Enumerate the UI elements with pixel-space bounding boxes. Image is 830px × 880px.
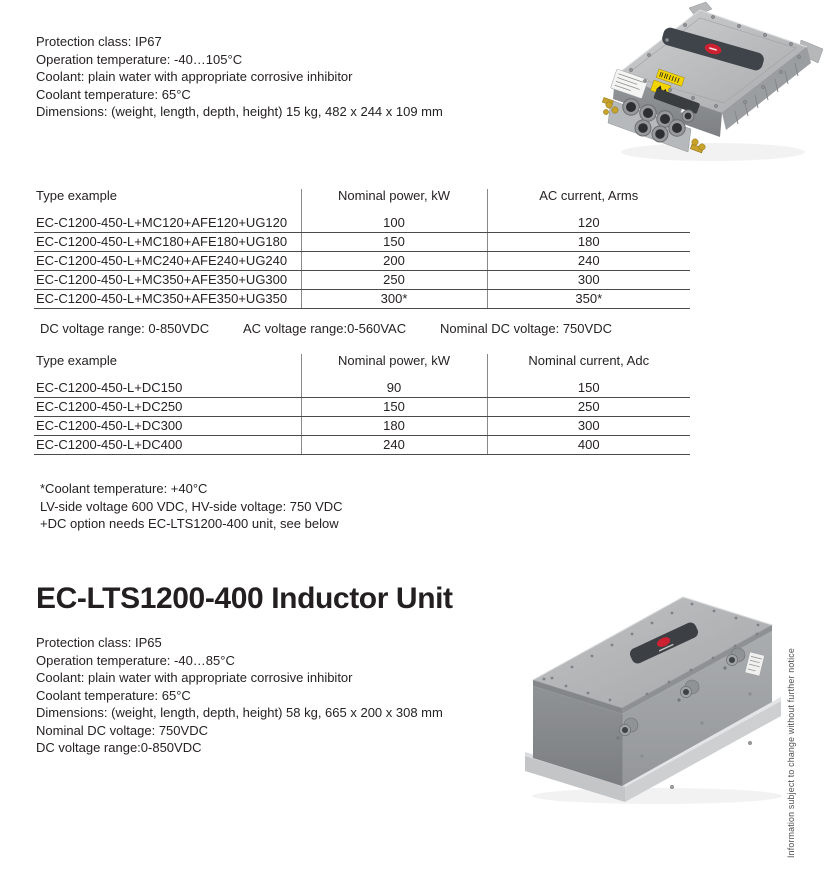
table-row xyxy=(34,213,690,232)
ac-current-cell: 240 xyxy=(487,251,690,270)
dc-ratings-table xyxy=(34,354,690,455)
ac-current-cell: 300 xyxy=(487,270,690,289)
nominal-power-cell: 100 xyxy=(301,213,487,232)
nominal-current-cell: 400 xyxy=(487,435,690,454)
inductor-product-image xyxy=(522,588,792,808)
spec-line-protection-class: Protection class: IP67 xyxy=(36,34,162,49)
nominal-current-cell: 300 xyxy=(487,416,690,435)
type-example-cell: EC-C1200-450-L+MC180+AFE180+UG180 xyxy=(34,232,301,251)
inductor-spec-block xyxy=(36,634,443,757)
type-example-cell: EC-C1200-450-L+MC240+AFE240+UG240 xyxy=(34,251,301,270)
header-nominal-power: Nominal power, kW xyxy=(301,354,487,378)
voltage-summary xyxy=(0,321,830,337)
spec-line-coolant: Coolant: plain water with appropriate corrosive inhibitor xyxy=(36,69,353,84)
table-row xyxy=(34,435,690,454)
inverter-spec-block xyxy=(36,33,443,121)
footnote-voltages: LV-side voltage 600 VDC, HV-side voltage: 750 VDC xyxy=(40,498,343,514)
type-example-cell: EC-C1200-450-L+MC350+AFE350+UG300 xyxy=(34,270,301,289)
header-type-example: Type example xyxy=(36,188,117,203)
nominal-power-cell: 200 xyxy=(301,251,487,270)
dc-voltage-range: DC voltage range: 0-850VDC xyxy=(40,321,210,336)
spec-line-coolant: Coolant: plain water with appropriate corrosive inhibitor xyxy=(36,670,353,685)
table-row xyxy=(34,289,690,308)
type-example-cell: EC-C1200-450-L+DC250 xyxy=(34,397,301,416)
inverter-product-image xyxy=(595,0,830,172)
spec-line-operation-temperature: Operation temperature: -40…85°C xyxy=(36,652,235,668)
ac-current-cell: 180 xyxy=(487,232,690,251)
spec-line-coolant-temperature: Coolant temperature: 65°C xyxy=(36,687,191,703)
header-row xyxy=(34,354,690,378)
nominal-dc-voltage: Nominal DC voltage: 750VDC xyxy=(440,321,612,336)
nominal-current-cell: 250 xyxy=(487,397,690,416)
nominal-power-cell: 90 xyxy=(301,378,487,397)
side-note: Information subject to change without further notice xyxy=(786,648,796,858)
ac-current-cell: 350* xyxy=(487,289,690,308)
spec-line-coolant-temperature: Coolant temperature: 65°C xyxy=(36,86,191,102)
nominal-power-cell: 240 xyxy=(301,435,487,454)
table-row xyxy=(34,232,690,251)
header-ac-current: AC current, Arms xyxy=(487,189,690,213)
footnote-coolant: *Coolant temperature: +40°C xyxy=(40,481,208,496)
table-row xyxy=(34,378,690,397)
header-type-example: Type example xyxy=(36,353,117,368)
ac-ratings-table xyxy=(34,189,690,309)
table-row xyxy=(34,397,690,416)
type-example-cell: EC-C1200-450-L+DC400 xyxy=(34,435,301,454)
spec-line-nominal-dc-voltage: Nominal DC voltage: 750VDC xyxy=(36,722,208,738)
spec-line-dimensions: Dimensions: (weight, length, depth, height) 15 kg, 482 x 244 x 109 mm xyxy=(36,104,443,119)
inductor-section-title: EC-LTS1200-400 Inductor Unit xyxy=(36,582,453,615)
nominal-power-cell: 300* xyxy=(301,289,487,308)
nominal-power-cell: 150 xyxy=(301,232,487,251)
nominal-power-cell: 150 xyxy=(301,397,487,416)
table-row xyxy=(34,270,690,289)
type-example-cell: EC-C1200-450-L+DC150 xyxy=(34,378,301,397)
header-row xyxy=(34,189,690,213)
ground-shadow xyxy=(532,788,782,804)
spec-line-operation-temperature: Operation temperature: -40…105°C xyxy=(36,51,243,67)
ground-shadow xyxy=(621,143,805,161)
table-row xyxy=(34,416,690,435)
nominal-power-cell: 180 xyxy=(301,416,487,435)
type-example-cell: EC-C1200-450-L+MC120+AFE120+UG120 xyxy=(34,213,301,232)
type-example-cell: EC-C1200-450-L+MC350+AFE350+UG350 xyxy=(34,289,301,308)
spec-line-dc-voltage-range: DC voltage range:0-850VDC xyxy=(36,740,202,755)
header-nominal-power: Nominal power, kW xyxy=(301,189,487,213)
spec-line-protection-class: Protection class: IP65 xyxy=(36,635,162,650)
nominal-current-cell: 150 xyxy=(487,378,690,397)
ac-current-cell: 120 xyxy=(487,213,690,232)
spec-line-dimensions: Dimensions: (weight, length, depth, height) 58 kg, 665 x 200 x 308 mm xyxy=(36,705,443,720)
header-nominal-current: Nominal current, Adc xyxy=(487,354,690,378)
type-example-cell: EC-C1200-450-L+DC300 xyxy=(34,416,301,435)
ac-voltage-range: AC voltage range:0-560VAC xyxy=(243,321,407,336)
nominal-power-cell: 250 xyxy=(301,270,487,289)
footnote-dc-option: +DC option needs EC-LTS1200-400 unit, see below xyxy=(40,516,339,531)
footnotes xyxy=(40,480,343,533)
table-row xyxy=(34,251,690,270)
